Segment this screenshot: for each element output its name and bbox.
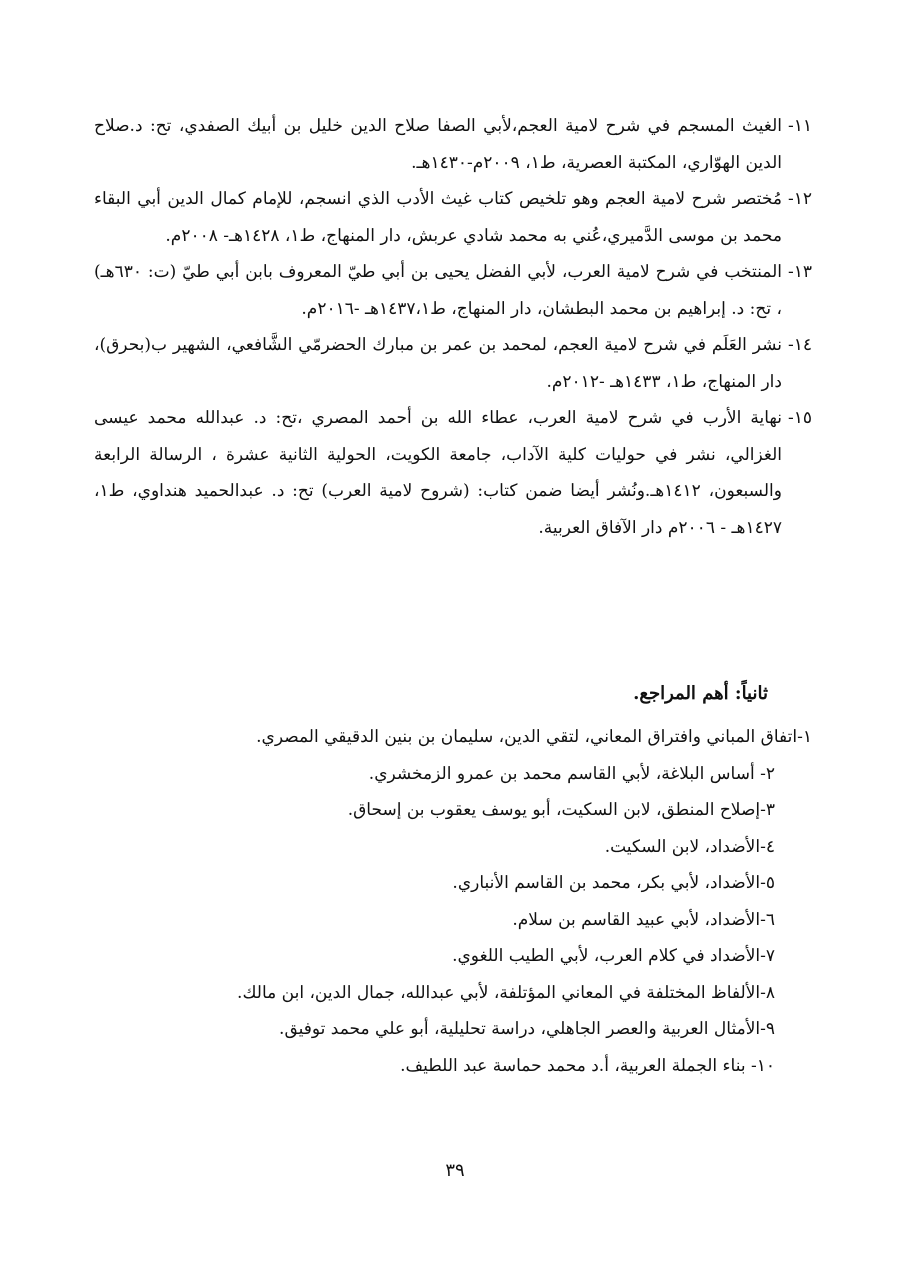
sources-list <box>94 108 812 546</box>
reference-item: ٥-الأضداد، لأبي بكر، محمد بن القاسم الأنباري. <box>452 873 775 893</box>
source-entry-14 <box>94 327 812 400</box>
entry-text: مُختصر شرح لامية العجم وهو تلخيص كتاب غيث الأدب الذي انسجم، للإمام كمال الدين أبي البقاء محمد بن موسى الدَّميري،عُني به محمد شادي عربش، دار المنهاج، ط١، ١٤٢٨هـ- ٢٠٠٨م. <box>94 189 782 246</box>
entry-number: ١٥- <box>787 408 812 428</box>
reference-item: ٢- أساس البلاغة، لأبي القاسم محمد بن عمرو الزمخشري. <box>368 763 775 784</box>
entry-text: الغيث المسجم في شرح لامية العجم،لأبي الصفا صلاح الدين خليل بن أبيك الصفدي، تح: د.صلاح الدين الهوّاري، المكتبة العصرية، ط١، ٢٠٠٩م-١٤٣٠هـ. <box>94 116 782 173</box>
reference-item: ٩-الأمثال العربية والعصر الجاهلي، دراسة تحليلية، أبو علي محمد توفيق. <box>279 1019 775 1039</box>
reference-item: ١-اتفاق المباني وافتراق المعاني، لتقي الدين، سليمان بن بنين الدقيقي المصري. <box>256 727 812 747</box>
page-number: ٣٩ <box>445 1160 465 1181</box>
source-entry-12 <box>94 181 812 254</box>
reference-item: ٤-الأضداد، لابن السكيت. <box>604 836 775 857</box>
source-entry-15 <box>94 400 812 546</box>
entry-text: نشر العَلَم في شرح لامية العجم، لمحمد بن عمر بن مبارك الحضرمّي الشَّافعي، الشهير ب(بحرق)، دار المنهاج، ط١، ١٤٣٣هـ -٢٠١٢م. <box>94 335 782 392</box>
reference-item: ٣-إصلاح المنطق، لابن السكيت، أبو يوسف يعقوب بن إسحاق. <box>347 800 775 820</box>
entry-text: المنتخب في شرح لامية العرب، لأبي الفضل يحيى بن أبي طيّ المعروف بابن أبي طيّ (ت: ٦٣٠هـ) ، تح: د. إبراهيم بن محمد البطشان، دار المنهاج، ط١٤٣٧،١هـ -٢٠١٦م. <box>94 262 782 319</box>
entry-number: ١١- <box>787 116 812 136</box>
reference-item: ١٠- بناء الجملة العربية، أ.د محمد حماسة عبد اللطيف. <box>400 1055 775 1076</box>
entry-number: ١٤- <box>787 335 812 355</box>
source-entry-13 <box>94 254 812 327</box>
source-entry-11 <box>94 108 812 181</box>
entry-number: ١٢- <box>787 189 812 209</box>
reference-item: ٦-الأضداد، لأبي عبيد القاسم بن سلام. <box>512 909 775 930</box>
reference-item: ٨-الألفاظ المختلفة في المعاني المؤتلفة، لأبي عبدالله، جمال الدين، ابن مالك. <box>237 982 775 1003</box>
references-list <box>94 719 812 1084</box>
entry-text: نهاية الأرب في شرح لامية العرب، عطاء الله بن أحمد المصري ،تح: د. عبدالله محمد عيسى الغزالي، نشر في حوليات كلية الآداب، جامعة الكويت، الحولية الثانية عشرة ، الرسالة الرابعة والسبعون، ١٤١٢هـ.ونُشر أيضا ضمن كتاب: (شروح لامية العرب) تح: د. عبدالحميد هنداوي، ط١، ١٤٢٧هـ - ٢٠٠٦م دار الآفاق العربية. <box>94 408 782 538</box>
section-heading: ثانياً: أهم المراجع. <box>633 683 768 704</box>
reference-item: ٧-الأضداد في كلام العرب، لأبي الطيب اللغوي. <box>452 946 775 966</box>
entry-number: ١٣- <box>787 262 812 282</box>
